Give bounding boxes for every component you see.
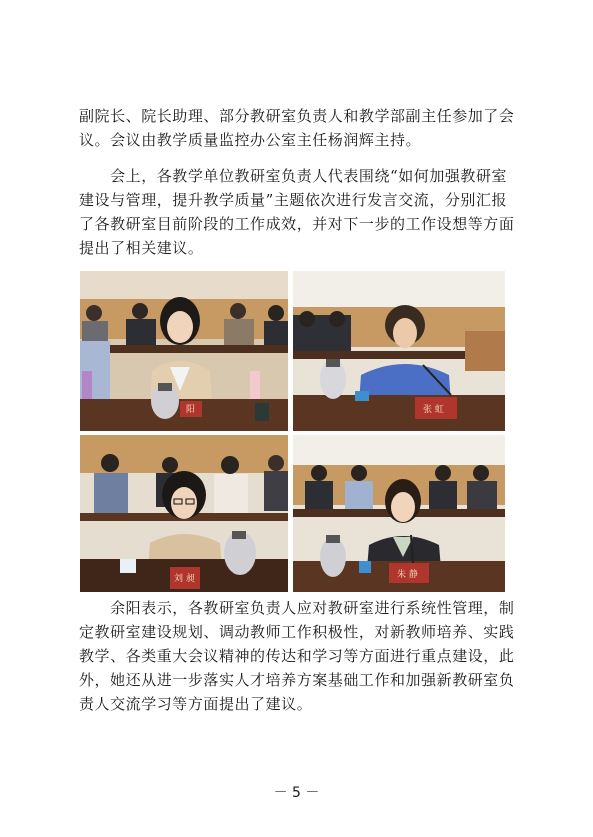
text-line: 外，她还从进一步落实人才培养方案基础工作和加强新教研室负 <box>79 671 515 689</box>
paragraph-meeting <box>79 164 519 260</box>
text-line: 余阳表示，各教研室负责人应对教研室进行系统性管理，制 <box>79 599 515 617</box>
nameplate-label: 刘 昶 <box>174 574 195 584</box>
text-line: 提出了相关建议。 <box>79 239 204 257</box>
page-number: － 5 － <box>273 785 320 801</box>
meeting-photo-1 <box>80 271 288 431</box>
text-line: 副院长、院长助理、部分教研室负责人和教学部副主任参加了会 <box>79 107 515 125</box>
meeting-photo-2 <box>293 271 505 431</box>
text-line: 了各教研室目前阶段的工作成效，并对下一步的工作设想等方面 <box>79 215 515 233</box>
text-line: 会上，各教学单位教研室负责人代表围绕“如何加强教研室 <box>79 167 508 185</box>
paragraph-intro <box>79 104 519 152</box>
text-line: 责人交流学习等方面提出了建议。 <box>79 695 313 713</box>
text-line: 教学、各类重大会议精神的传达和学习等方面进行重点建设，此 <box>79 647 515 665</box>
meeting-photo-4 <box>293 435 505 592</box>
text-line: 定教研室建设规划、调动教师工作积极性，对新教师培养、实践 <box>79 623 515 641</box>
paragraph-speech <box>79 596 519 716</box>
meeting-photo-3 <box>80 435 288 592</box>
text-line: 建设与管理，提升教学质量”主题依次进行发言交流，分别汇报 <box>79 191 508 209</box>
nameplate-label: 朱 静 <box>397 570 418 580</box>
nameplate-label: 张 虹 <box>423 405 444 415</box>
text-line: 议。会议由教学质量监控办公室主任杨润辉主持。 <box>79 131 422 149</box>
nameplate-label: 阳 <box>186 405 196 415</box>
